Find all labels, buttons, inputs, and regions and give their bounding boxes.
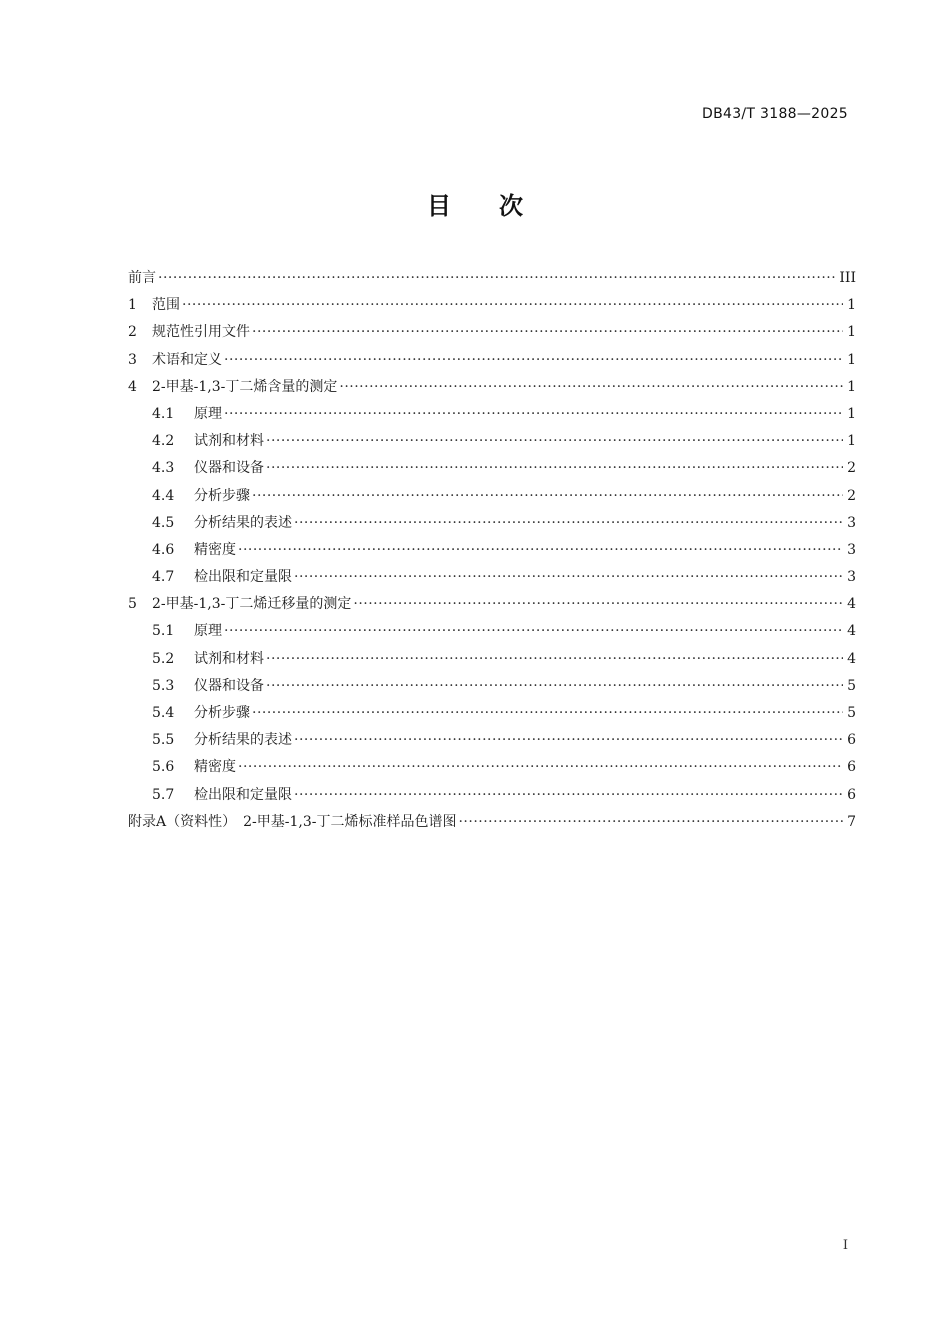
toc-entry-number: 4.1	[152, 405, 175, 422]
toc-entry-page: 2	[847, 487, 856, 504]
toc-entry-number: 5.2	[152, 650, 175, 667]
toc-entry-number: 4	[128, 378, 137, 395]
toc-entry-number: 4.6	[152, 541, 175, 558]
toc-entry-page: 7	[847, 813, 856, 830]
document-code: DB43/T 3188—2025	[702, 106, 848, 122]
toc-entry-title: 精密度	[194, 759, 236, 776]
toc-entry-page: 5	[847, 705, 856, 721]
toc-dot-leader	[224, 401, 843, 428]
toc-dot-leader	[238, 754, 843, 781]
toc-entry-page: 1	[847, 351, 856, 368]
toc-entry-number: 5.3	[152, 677, 175, 694]
toc-entry[interactable]	[128, 428, 856, 455]
toc-dot-leader	[339, 374, 843, 401]
toc-entry-title: 试剂和材料	[194, 650, 264, 667]
toc-entry-number: 5.7	[152, 786, 175, 803]
toc-dot-leader	[266, 646, 843, 673]
toc-entry-page: 2	[847, 460, 856, 477]
toc-entry[interactable]	[128, 455, 856, 482]
toc-entry-page: 4	[847, 623, 856, 640]
toc-entry-page: 6	[847, 759, 856, 776]
toc-entry-page: 1	[847, 433, 856, 450]
toc-entry-number: 4.4	[152, 487, 175, 504]
toc-dot-leader	[158, 265, 835, 292]
toc-entry-number: 2	[128, 324, 137, 341]
toc-entry[interactable]	[128, 537, 856, 564]
toc-entry-number: 5.6	[152, 759, 175, 776]
toc-dot-leader	[224, 347, 843, 374]
toc-entry[interactable]	[128, 265, 856, 292]
toc-dot-leader	[294, 782, 843, 809]
toc-entry-page: 3	[847, 569, 856, 586]
toc-entry-page: 6	[847, 786, 856, 803]
toc-entry-number: 5.1	[152, 623, 175, 640]
toc-entry-title: 范围	[152, 297, 180, 314]
toc-dot-leader	[252, 319, 843, 346]
toc-entry[interactable]	[128, 618, 856, 645]
table-of-contents	[128, 265, 856, 836]
toc-entry-title: 前言	[128, 270, 156, 286]
toc-entry-title: 仪器和设备	[194, 460, 264, 477]
toc-entry-title: 分析结果的表述	[194, 514, 292, 531]
toc-dot-leader	[458, 809, 843, 836]
toc-entry[interactable]	[128, 319, 856, 346]
toc-dot-leader	[266, 673, 843, 700]
toc-entry-title: 精密度	[194, 541, 236, 558]
toc-entry-page: III	[839, 270, 856, 286]
toc-entry[interactable]	[128, 401, 856, 428]
toc-entry-number: 5.4	[152, 705, 175, 721]
toc-dot-leader	[294, 564, 843, 591]
toc-entry-number: 4.7	[152, 569, 175, 586]
toc-entry[interactable]	[128, 727, 856, 754]
toc-entry-number: 4.3	[152, 460, 175, 477]
toc-entry-title: 原理	[194, 623, 222, 640]
toc-entry-number: 5	[128, 596, 137, 613]
toc-entry[interactable]	[128, 591, 856, 618]
toc-entry[interactable]	[128, 673, 856, 700]
toc-entry-number: 4.5	[152, 514, 175, 531]
toc-entry[interactable]	[128, 347, 856, 374]
toc-entry[interactable]	[128, 700, 856, 727]
title-char-1: 目	[427, 192, 451, 220]
toc-dot-leader	[238, 537, 843, 564]
toc-entry[interactable]	[128, 809, 856, 836]
toc-entry[interactable]	[128, 564, 856, 591]
toc-entry-title: 分析步骤	[194, 487, 250, 504]
toc-entry[interactable]	[128, 292, 856, 319]
toc-entry-title: 2-甲基-1,3-丁二烯含量的测定	[152, 378, 338, 395]
toc-entry-title: 仪器和设备	[194, 677, 264, 694]
toc-entry[interactable]	[128, 646, 856, 673]
toc-dot-leader	[353, 591, 843, 618]
toc-entry-page: 4	[847, 650, 856, 667]
toc-entry-page: 4	[847, 596, 856, 613]
toc-entry-title: 分析结果的表述	[194, 732, 292, 749]
toc-entry[interactable]	[128, 782, 856, 809]
toc-entry-title: 术语和定义	[152, 351, 222, 368]
toc-entry-title: 试剂和材料	[194, 433, 264, 450]
toc-entry-title: 附录A（资料性） 2-甲基-1,3-丁二烯标准样品色谱图	[128, 813, 457, 830]
toc-entry-title: 检出限和定量限	[194, 786, 292, 803]
toc-entry[interactable]	[128, 510, 856, 537]
toc-dot-leader	[252, 700, 843, 727]
toc-entry[interactable]	[128, 754, 856, 781]
toc-entry[interactable]	[128, 374, 856, 401]
toc-entry-page: 1	[847, 378, 856, 395]
toc-entry-title: 2-甲基-1,3-丁二烯迁移量的测定	[152, 596, 352, 613]
toc-entry-number: 5.5	[152, 732, 175, 749]
toc-dot-leader	[266, 428, 843, 455]
toc-entry-page: 3	[847, 514, 856, 531]
toc-entry-page: 1	[847, 405, 856, 422]
toc-dot-leader	[252, 483, 843, 510]
toc-entry[interactable]	[128, 483, 856, 510]
toc-entry-title: 分析步骤	[194, 705, 250, 721]
toc-entry-page: 3	[847, 541, 856, 558]
toc-entry-title: 检出限和定量限	[194, 569, 292, 586]
title-char-2: 次	[499, 192, 523, 220]
toc-dot-leader	[224, 618, 843, 645]
page-number: I	[842, 1238, 848, 1253]
page-title	[0, 186, 950, 221]
toc-entry-page: 6	[847, 732, 856, 749]
toc-entry-page: 1	[847, 324, 856, 341]
toc-dot-leader	[266, 455, 843, 482]
toc-entry-page: 1	[847, 297, 856, 314]
toc-dot-leader	[182, 292, 843, 319]
toc-entry-number: 4.2	[152, 433, 175, 450]
toc-entry-page: 5	[847, 677, 856, 694]
toc-dot-leader	[294, 727, 843, 754]
toc-entry-number: 1	[128, 297, 137, 314]
toc-dot-leader	[294, 510, 843, 537]
toc-entry-title: 原理	[194, 405, 222, 422]
toc-entry-title: 规范性引用文件	[152, 324, 250, 341]
toc-entry-number: 3	[128, 351, 137, 368]
